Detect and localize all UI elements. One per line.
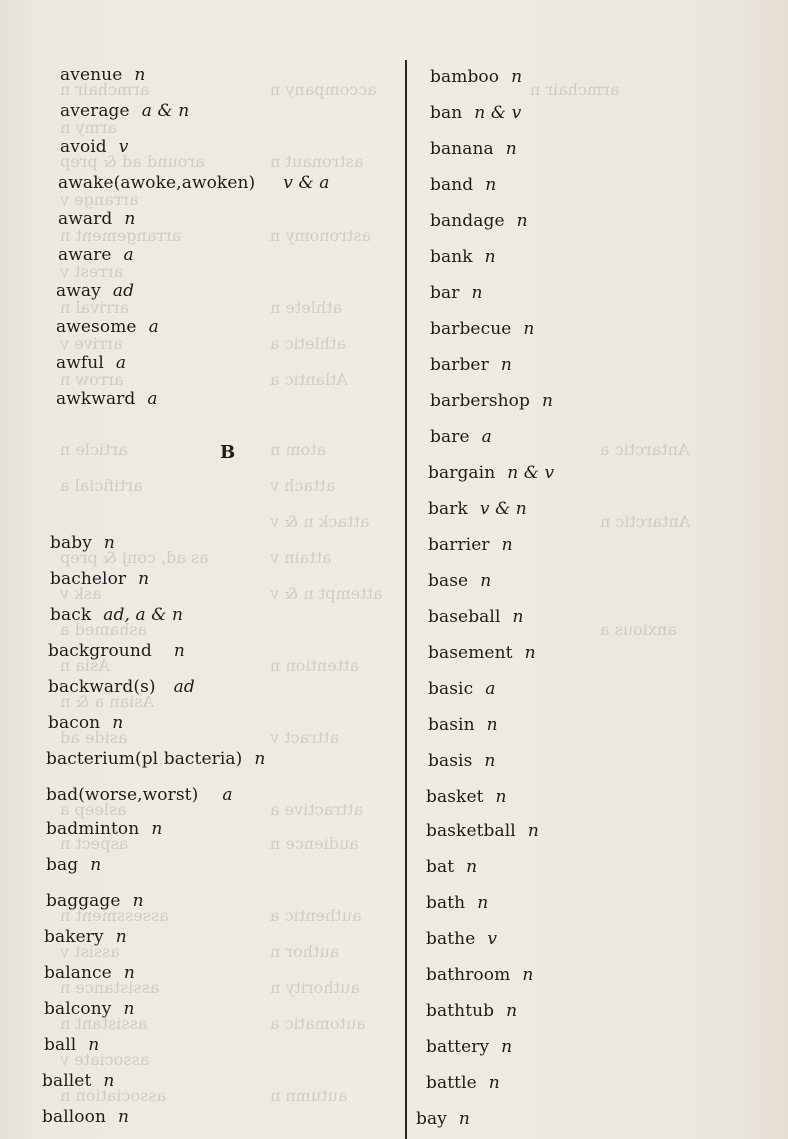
- entry-pos: n: [512, 607, 524, 627]
- entry-word: bag: [46, 855, 79, 875]
- list-item: [44, 926, 127, 948]
- entry-pos: n: [88, 1035, 100, 1055]
- entry-word: basket: [426, 787, 484, 807]
- entry-pos: n: [542, 391, 554, 411]
- entry-pos: n & v: [474, 103, 522, 123]
- entry-pos: n: [516, 211, 528, 231]
- entry-word: ban: [430, 103, 463, 123]
- list-item: [430, 246, 496, 268]
- entry-pos: n: [506, 1001, 518, 1021]
- list-item: [428, 606, 524, 628]
- entry-pos: n: [488, 1073, 500, 1093]
- list-item: [428, 534, 513, 556]
- entry-pos: n: [103, 533, 115, 553]
- list-item: [58, 172, 329, 194]
- list-item: [426, 856, 477, 878]
- list-item: [430, 282, 483, 304]
- column-divider: [405, 60, 407, 1139]
- entry-word: background: [48, 641, 152, 661]
- list-item: [58, 244, 134, 266]
- entry-word: bark: [428, 499, 468, 519]
- entry-pos: a: [222, 785, 233, 805]
- list-item: [430, 318, 534, 340]
- entry-word: basin: [428, 715, 475, 735]
- entry-pos: v & a: [283, 173, 330, 193]
- list-item: [50, 532, 115, 554]
- entry-pos: n: [458, 1109, 470, 1129]
- entry-pos: n: [466, 857, 478, 877]
- list-item: [428, 570, 491, 592]
- entry-pos: n: [501, 535, 513, 555]
- entry-pos: ad: [173, 677, 195, 697]
- dictionary-page: armchair n army n around ad & prep arrange v arrangement n arrest v arrival n arrive v arrow n accompany n astronaut n astronomy n athlete n athletic a Atlantic a atom n attach v attack n & v attain v attempt n & v attention n attract v attractive a audience n authentic a author n authority n automatic a autumn n article n artificial a as ad, conj & prep ask v ashamed a Asia n Asian a & n aside ad asleep a aspect n assessment n assist v assistance n assistant n associate v association n armchair n Antarctic a Antarctic n anxious a avenue n average a & n avoid v awake(awoke,awoken) v & a award n aware a away ad awesome a awful a awkward a B baby n bachelor n back ad, a & n background n backward(s) ad bacon n bacterium(pl bacteria) n bad(worse,worst) a badminton n bag n baggage n bakery n balance n balcony n ball n ballet n balloon n bamboo n ban n & v banana n band n bandage n bank n bar n barbecue n barber n barbershop n bare a bargain n & v bark v & n barrier n base n baseball n basement n basic a basin n basis n basket n basketball n bat n bath n bathe v bathroom n bathtub n battery n battle n bay n: [0, 0, 788, 1139]
- entry-word: backward(s): [48, 677, 156, 697]
- entry-pos: n: [511, 67, 523, 87]
- entry-pos: n: [254, 749, 266, 769]
- entry-pos: n: [484, 247, 496, 267]
- list-item: [50, 568, 149, 590]
- entry-word: award: [58, 209, 113, 229]
- list-item: [430, 138, 517, 160]
- entry-word: bare: [430, 427, 470, 447]
- entry-pos: n: [505, 139, 517, 159]
- list-item: [426, 820, 539, 842]
- entry-pos: n: [115, 927, 127, 947]
- entry-pos: a & n: [141, 101, 190, 121]
- entry-word: bakery: [44, 927, 104, 947]
- entry-pos: n & v: [507, 463, 555, 483]
- entry-pos: n: [485, 175, 497, 195]
- list-item: [430, 426, 492, 448]
- entry-pos: n: [524, 643, 536, 663]
- entry-word: basis: [428, 751, 473, 771]
- list-item: [426, 928, 497, 950]
- list-item: [428, 714, 498, 736]
- entry-pos: a: [147, 389, 158, 409]
- list-item: [60, 100, 189, 122]
- list-item: [428, 750, 495, 772]
- list-item: [50, 604, 183, 626]
- list-item: [56, 316, 159, 338]
- entry-pos: n: [486, 715, 498, 735]
- list-item: [430, 354, 512, 376]
- entry-word: bathtub: [426, 1001, 495, 1021]
- entry-word: bat: [426, 857, 455, 877]
- entry-pos: a: [485, 679, 496, 699]
- entry-pos: n: [522, 965, 534, 985]
- list-item: [426, 786, 507, 808]
- entry-word: basement: [428, 643, 513, 663]
- entry-pos: n: [523, 319, 535, 339]
- list-item: [428, 498, 527, 520]
- entry-word: barrier: [428, 535, 490, 555]
- list-item: [430, 174, 496, 196]
- entry-word: basketball: [426, 821, 516, 841]
- entry-pos: n: [173, 641, 185, 661]
- list-item: [426, 964, 533, 986]
- entry-pos: n: [123, 999, 135, 1019]
- entry-pos: n: [103, 1071, 115, 1091]
- entry-word: away: [56, 281, 101, 301]
- entry-pos: n: [500, 355, 512, 375]
- section-letter-heading: B: [220, 442, 236, 463]
- entry-word: awesome: [56, 317, 137, 337]
- entry-word: bandage: [430, 211, 505, 231]
- entry-word: barbershop: [430, 391, 531, 411]
- entry-pos: a: [148, 317, 159, 337]
- entry-word: aware: [58, 245, 112, 265]
- entry-pos: n: [134, 65, 146, 85]
- list-item: [48, 676, 195, 698]
- list-item: [46, 890, 144, 912]
- entry-pos: n: [112, 713, 124, 733]
- entry-word: banana: [430, 139, 494, 159]
- list-item: [58, 208, 135, 230]
- list-item: [430, 102, 521, 124]
- entry-pos: a: [123, 245, 134, 265]
- entry-word: balcony: [44, 999, 112, 1019]
- list-item: [426, 1036, 512, 1058]
- entry-word: bamboo: [430, 67, 500, 87]
- list-item: [428, 642, 536, 664]
- list-item: [56, 280, 134, 302]
- list-item: [430, 210, 528, 232]
- entry-pos: n: [477, 893, 489, 913]
- entry-word: awake(awoke,awoken): [58, 173, 256, 193]
- list-item: [44, 962, 135, 984]
- list-item: [42, 1106, 129, 1128]
- list-item: [48, 640, 185, 662]
- entry-pos: n: [527, 821, 539, 841]
- entry-word: barbecue: [430, 319, 512, 339]
- entry-word: bargain: [428, 463, 496, 483]
- entry-word: bad(worse,worst): [46, 785, 199, 805]
- entry-word: awful: [56, 353, 104, 373]
- list-item: [428, 678, 495, 700]
- entry-word: barber: [430, 355, 489, 375]
- list-item: [426, 1072, 500, 1094]
- list-item: [56, 388, 158, 410]
- entry-pos: v: [487, 929, 498, 949]
- entry-word: bacon: [48, 713, 101, 733]
- entry-pos: n: [90, 855, 102, 875]
- entry-word: balance: [44, 963, 112, 983]
- entry-word: bank: [430, 247, 473, 267]
- entry-word: bay: [416, 1109, 447, 1129]
- entry-word: bath: [426, 893, 466, 913]
- entry-word: awkward: [56, 389, 136, 409]
- entry-word: ballet: [42, 1071, 92, 1091]
- entry-word: bathroom: [426, 965, 511, 985]
- entry-pos: ad: [112, 281, 135, 301]
- list-item: [46, 748, 265, 770]
- list-item: [46, 818, 162, 840]
- entry-pos: n: [495, 787, 507, 807]
- entry-pos: n: [151, 819, 163, 839]
- list-item: [48, 712, 123, 734]
- entry-pos: n: [501, 1037, 513, 1057]
- entry-word: baby: [50, 533, 92, 553]
- entry-word: base: [428, 571, 469, 591]
- entry-pos: n: [484, 751, 496, 771]
- list-item: [426, 1000, 517, 1022]
- list-item: [426, 892, 488, 914]
- list-item: [44, 1034, 99, 1056]
- entry-pos: v: [118, 137, 129, 157]
- entry-word: avenue: [60, 65, 123, 85]
- entry-pos: n: [132, 891, 144, 911]
- entry-pos: n: [123, 963, 135, 983]
- entry-pos: n: [124, 209, 136, 229]
- entry-pos: n: [480, 571, 492, 591]
- list-item: [46, 854, 101, 876]
- entry-word: battle: [426, 1073, 477, 1093]
- entry-pos: a: [481, 427, 492, 447]
- entry-word: badminton: [46, 819, 140, 839]
- entry-word: avoid: [60, 137, 107, 157]
- list-item: [430, 390, 553, 412]
- list-item: [46, 784, 233, 806]
- entry-word: bar: [430, 283, 460, 303]
- entry-pos: v & n: [479, 499, 527, 519]
- entry-word: bachelor: [50, 569, 127, 589]
- list-item: [60, 64, 145, 86]
- entry-word: average: [60, 101, 130, 121]
- list-item: [44, 998, 135, 1020]
- entry-word: bacterium(pl bacteria): [46, 749, 243, 769]
- entry-word: balloon: [42, 1107, 107, 1127]
- entry-word: battery: [426, 1037, 490, 1057]
- entry-word: ball: [44, 1035, 77, 1055]
- entry-pos: a: [115, 353, 127, 373]
- list-item: [428, 462, 554, 484]
- list-item: [416, 1108, 470, 1130]
- list-item: [56, 352, 126, 374]
- entry-pos: n: [471, 283, 483, 303]
- entry-pos: n: [138, 569, 150, 589]
- entry-pos: n: [118, 1107, 130, 1127]
- entry-word: baseball: [428, 607, 501, 627]
- entry-word: basic: [428, 679, 474, 699]
- entry-word: bathe: [426, 929, 476, 949]
- entry-word: band: [430, 175, 474, 195]
- list-item: [430, 66, 522, 88]
- list-item: [42, 1070, 114, 1092]
- entry-pos: ad, a & n: [103, 605, 183, 625]
- entry-word: back: [50, 605, 92, 625]
- entry-word: baggage: [46, 891, 121, 911]
- list-item: [60, 136, 129, 158]
